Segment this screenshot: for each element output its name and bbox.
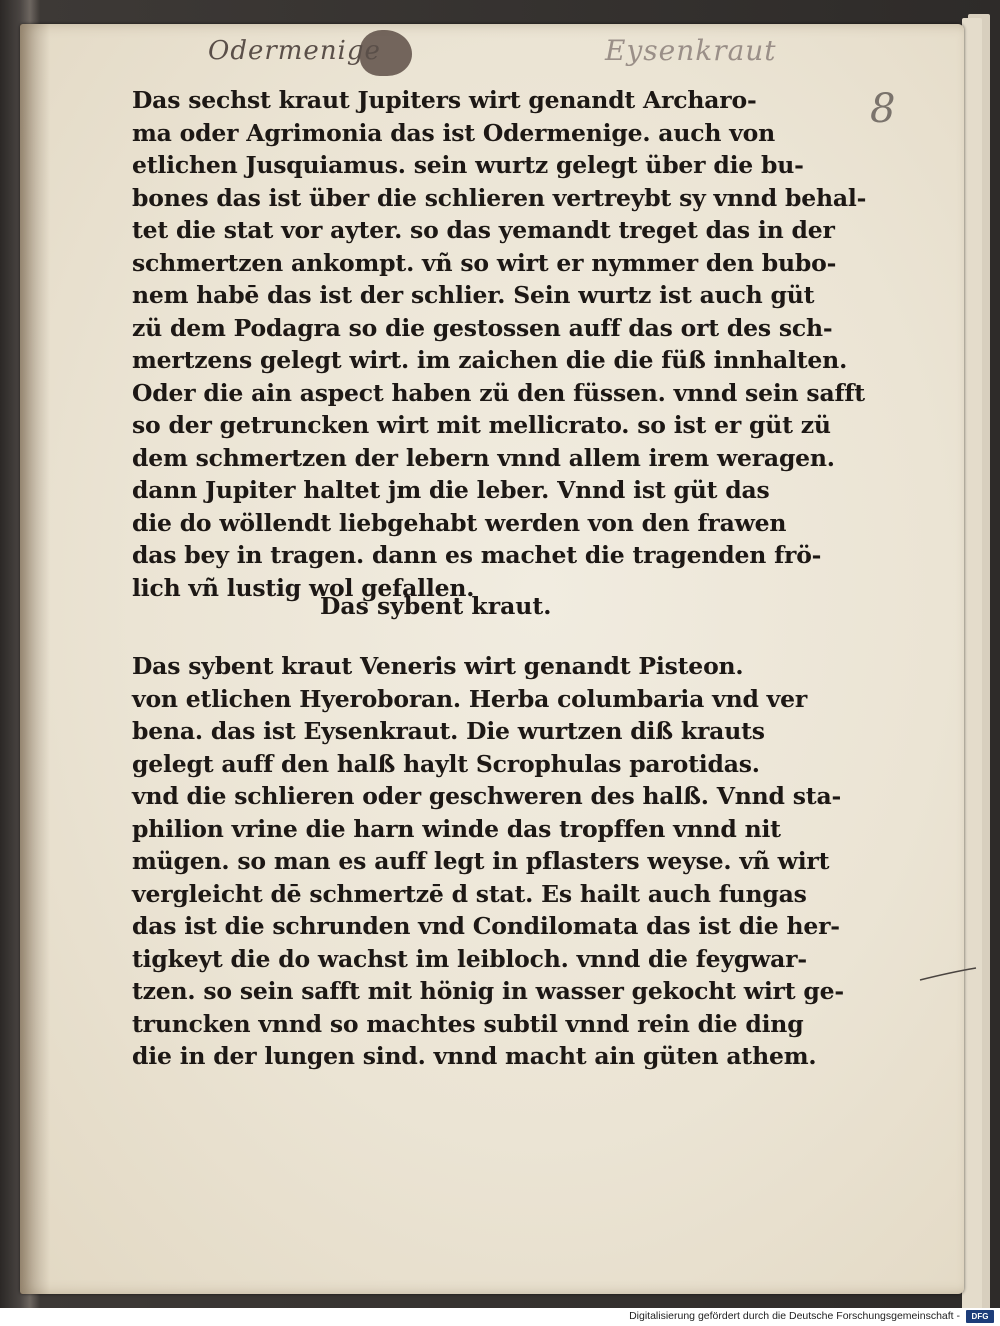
text-line: das ist die schrunden vnd Condilomata das ist die her- [132, 912, 840, 940]
text-line: zü dem Podagra so die gestossen auff das ort des sch- [132, 313, 833, 342]
footer-bar [0, 1308, 1000, 1326]
text-line: dann Jupiter haltet jm die leber. Vnnd ist güt das [132, 476, 770, 504]
spine-shadow [20, 24, 50, 1294]
text-line: gelegt auff den halß haylt Scrophulas parotidas. [132, 749, 760, 778]
text-line: bena. das ist Eysenkraut. Die wurtzen diß krauts [132, 717, 765, 745]
text-line: nem habē das ist der schlier. Sein wurtz ist auch güt [132, 281, 815, 309]
text-line: tet die stat vor ayter. so das yemandt treget das in der [132, 216, 835, 244]
dfg-logo-icon: DFG [966, 1310, 994, 1323]
section-two-text [132, 650, 844, 1073]
text-line: ma oder Agrimonia das ist Odermenige. auch von [132, 118, 776, 147]
text-line: tigkeyt die do wachst im leibloch. vnnd die feygwar- [132, 944, 807, 973]
section-heading: Das sybent kraut. [320, 592, 552, 620]
text-line: mertzens gelegt wirt. im zaichen die die füß innhalten. [132, 346, 848, 374]
text-line: truncken vnnd so machtes subtil vnnd rein die ding [132, 1009, 804, 1038]
text-line: vnd die schlieren oder geschweren des halß. Vnnd sta- [132, 782, 842, 810]
text-line: von etlichen Hyeroboran. Herba columbaria vnd ver [132, 684, 808, 713]
page-edge [962, 18, 982, 1316]
text-line: vergleicht dē schmertzē d stat. Es hailt auch fungas [132, 879, 807, 908]
text-line: die in der lungen sind. vnnd macht ain güten athem. [132, 1042, 817, 1070]
book-page [20, 24, 964, 1294]
text-line: dem schmertzen der lebern vnnd allem irem weragen. [132, 443, 835, 472]
page-number: 8 [870, 86, 897, 132]
section-one-text [132, 84, 867, 604]
text-line: so der getruncken wirt mit mellicrato. so ist er güt zü [132, 411, 831, 439]
text-line: philion vrine die harn winde das tropffen vnnd nit [132, 814, 781, 843]
text-line: das bey in tragen. dann es machet die tragenden frö- [132, 541, 822, 569]
pencil-mark [918, 964, 980, 984]
marginal-note-left: Odermenige [208, 36, 381, 66]
text-line: Das sybent kraut Veneris wirt genandt Pisteon. [132, 652, 744, 680]
footer-credit: Digitalisierung gefördert durch die Deutsche Forschungsgemeinschaft - [629, 1310, 960, 1322]
text-line: die do wöllendt liebgehabt werden von den frawen [132, 508, 787, 537]
text-line: Oder die ain aspect haben zü den füssen. vnnd sein safft [132, 378, 865, 407]
text-line: bones das ist über die schlieren vertreybt sy vnnd behal- [132, 183, 867, 212]
text-line: etlichen Jusquiamus. sein wurtz gelegt über die bu- [132, 151, 804, 179]
text-line: mügen. so man es auff legt in pflasters weyse. vñ wirt [132, 847, 830, 875]
text-line: lich vñ lustig wol gefallen. [132, 573, 475, 602]
text-line: tzen. so sein safft mit hönig in wasser gekocht wirt ge- [132, 977, 844, 1005]
text-line: Das sechst kraut Jupiters wirt genandt Archaro- [132, 86, 757, 114]
marginal-note-right: Eysenkraut [605, 34, 777, 67]
text-line: schmertzen ankompt. vñ so wirt er nymmer den bubo- [132, 248, 837, 277]
